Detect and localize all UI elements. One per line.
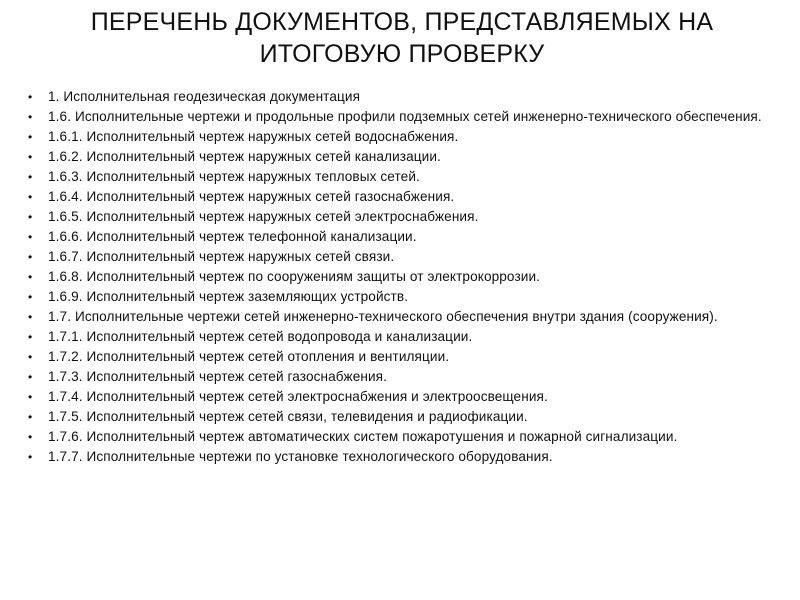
bullet-icon: • (28, 330, 33, 344)
list-item (28, 289, 768, 304)
list-item (28, 349, 768, 364)
list-item-text: 1.6. Исполнительные чертежи и продольные профили подземных сетей инженерно-технического обеспечения. (48, 109, 762, 124)
bullet-icon: • (28, 230, 33, 244)
list-item-text: 1.6.1. Исполнительный чертеж наружных сетей водоснабжения. (48, 129, 459, 144)
bullet-icon: • (28, 210, 33, 224)
bullet-icon: • (28, 410, 33, 424)
list-item-text: 1.7.3. Исполнительный чертеж сетей газоснабжения. (48, 369, 388, 384)
list-item-text: 1.6.8. Исполнительный чертеж по сооружениям защиты от электрокоррозии. (48, 269, 541, 284)
bullet-icon: • (28, 110, 33, 124)
list-item-text: 1.7.5. Исполнительный чертеж сетей связи, телевидения и радиофикации. (48, 409, 528, 424)
list-item-text: 1.7.1. Исполнительный чертеж сетей водопровода и канализации. (48, 329, 473, 344)
list-item-text: 1.6.2. Исполнительный чертеж наружных сетей канализации. (48, 149, 441, 164)
list-item-text: 1.7.2. Исполнительный чертеж сетей отопления и вентиляции. (48, 349, 450, 364)
list-item-text: 1.6.9. Исполнительный чертеж заземляющих устройств. (48, 289, 409, 304)
bullet-icon: • (28, 290, 33, 304)
bullet-icon: • (28, 250, 33, 264)
list-item (28, 89, 768, 104)
list-item-text: 1.7. Исполнительные чертежи сетей инженерно-технического обеспечения внутри здания (сооружения). (48, 309, 718, 324)
list-item-text: 1.6.6. Исполнительный чертеж телефонной канализации. (48, 229, 417, 244)
list-item (28, 249, 768, 264)
list-item-text: 1.7.4. Исполнительный чертеж сетей электроснабжения и электроосвещения. (48, 389, 548, 404)
bullet-icon: • (28, 430, 33, 444)
list-item (28, 409, 768, 424)
list-item (28, 209, 768, 224)
bullet-icon: • (28, 150, 33, 164)
bullet-icon: • (28, 370, 33, 384)
slide-title: ПЕРЕЧЕНЬ ДОКУМЕНТОВ, ПРЕДСТАВЛЯЕМЫХ НА ИТОГОВУЮ ПРОВЕРКУ (90, 8, 714, 68)
bullet-icon: • (28, 350, 33, 364)
bullet-icon: • (28, 450, 33, 464)
list-item (28, 269, 768, 284)
list-item (28, 109, 768, 124)
list-item-text: 1. Исполнительная геодезическая документация (48, 89, 361, 104)
bullet-icon: • (28, 270, 33, 284)
bullet-icon: • (28, 90, 33, 104)
list-item (28, 389, 768, 404)
list-item-text: 1.6.3. Исполнительный чертеж наружных тепловых сетей. (48, 169, 420, 184)
list-item-text: 1.7.6. Исполнительный чертеж автоматических систем пожаротушения и пожарной сигнализации. (48, 429, 678, 444)
bullet-icon: • (28, 390, 33, 404)
list-item (28, 229, 768, 244)
list-item-text: 1.6.5. Исполнительный чертеж наружных сетей электроснабжения. (48, 209, 479, 224)
list-item (28, 309, 768, 324)
list-item (28, 169, 768, 184)
list-item (28, 329, 768, 344)
list-item (28, 189, 768, 204)
bullet-icon: • (28, 130, 33, 144)
bullet-icon: • (28, 170, 33, 184)
list-item-text: 1.6.7. Исполнительный чертеж наружных сетей связи. (48, 249, 395, 264)
list-item (28, 429, 768, 444)
list-item (28, 149, 768, 164)
document-list (28, 89, 768, 464)
bullet-icon: • (28, 190, 33, 204)
list-item-text: 1.6.4. Исполнительный чертеж наружных сетей газоснабжения. (48, 189, 455, 204)
list-item-text: 1.7.7. Исполнительные чертежи по установке технологического оборудования. (48, 449, 553, 464)
bullet-icon: • (28, 310, 33, 324)
list-item (28, 449, 768, 464)
list-item (28, 369, 768, 384)
list-item (28, 129, 768, 144)
